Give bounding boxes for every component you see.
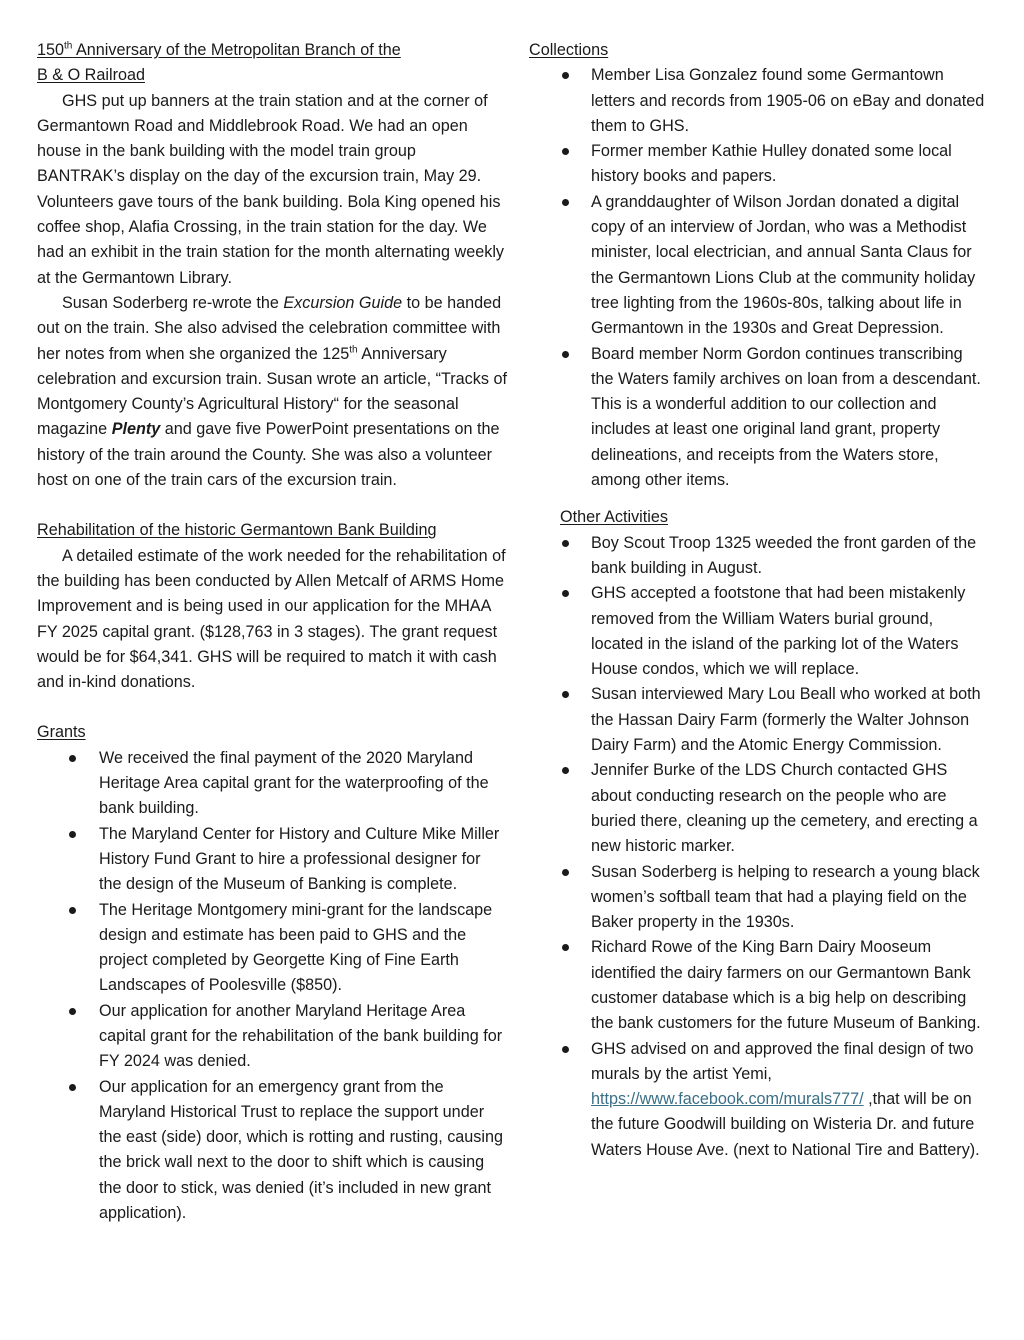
anniversary-section (37, 38, 507, 493)
bullet-icon (562, 540, 569, 547)
rehabilitation-paragraph: A detailed estimate of the work needed for the rehabilitation of the building has been conducted by Allen Metcalf of ARMS Home Improvement and is being used in our application for the MHAA FY 2025 capital grant. ($128,763 in 3 stages). The grant request would be for $64,341. GHS will be required to match it with cash and in-kind donations. (37, 546, 506, 692)
grants-heading: Grants (37, 723, 86, 742)
collections-list (529, 63, 989, 493)
bullet-icon (562, 148, 569, 155)
murals-facebook-link[interactable]: https://www.facebook.com/murals777/ (591, 1090, 864, 1109)
spacer (37, 493, 507, 518)
list-item-text: The Maryland Center for History and Culture Mike Miller History Fund Grant to hire a professional designer for the design of the Museum of Banking is complete. (99, 824, 500, 894)
rehabilitation-section (37, 518, 507, 695)
anniversary-paragraph-1: GHS put up banners at the train station and at the corner of Germantown Road and Middlebrook Road. We had an open house in the bank building with the model train group BANTRAK’s display on the day of the excursion train, May 29. Volunteers gave tours of the bank building. Bola King opened his coffee shop, Alafia Crossing, in the train station for the day. We had an exhibit in the train station for the month alternating weekly at the Germantown Library. (37, 91, 505, 287)
list-item (37, 898, 507, 999)
collections-heading: Collections (529, 41, 609, 59)
list-item (529, 531, 989, 582)
text-run: to be handed out on the train. She also advised the celebration committee with her notes from when she organized the (37, 293, 502, 363)
list-item (529, 682, 989, 758)
text-run: Anniversary celebration and excursion train. Susan wrote an article, “Tracks of Montgomery County’s Agricultural History“ for the seasonal magazine (37, 344, 507, 439)
list-item-text: Former member Kathie Hulley donated some local history books and papers. (591, 142, 952, 186)
list-item (529, 581, 989, 682)
list-item (37, 746, 507, 822)
list-item (529, 63, 989, 139)
list-item-text: Board member Norm Gordon continues transcribing the Waters family archives on loan from a descendant. This is a wonderful addition to our collection and includes at least one original land grant, property delineations, and receipts from the Waters store, among other items. (591, 344, 981, 490)
bullet-icon (562, 590, 569, 597)
rehabilitation-heading: Rehabilitation of the historic Germantown Bank Building (37, 521, 437, 540)
bullet-icon (562, 691, 569, 698)
list-item (529, 935, 989, 1036)
text-run: Susan Soderberg re-wrote the (62, 293, 284, 312)
list-item-text: GHS accepted a footstone that had been mistakenly removed from the William Waters burial ground, located in the island of the parking lot of the Waters House condos, which we will replace. (591, 584, 966, 679)
list-item (529, 342, 989, 494)
right-column (529, 38, 989, 1163)
bullet-icon (69, 907, 76, 914)
heading-line2: B & O Railroad (37, 66, 145, 85)
superscript: th (349, 344, 358, 356)
bullet-icon (562, 199, 569, 206)
bullet-icon (69, 1084, 76, 1091)
list-item (529, 190, 989, 342)
list-item-text: Susan Soderberg is helping to research a young black women’s softball team that had a playing field on the Baker property in the 1930s. (591, 862, 980, 932)
list-item-text: Our application for an emergency grant from the Maryland Historical Trust to replace the support under the east (side) door, which is rotting and rusting, causing the brick wall next to the door to shift which is causing the door to stick, was denied (it’s included in new grant application). (99, 1077, 504, 1223)
bullet-icon (69, 755, 76, 762)
list-item-text: Boy Scout Troop 1325 weeded the front garden of the bank building in August. (591, 533, 977, 577)
bullet-icon (562, 72, 569, 79)
plenty-magazine-title: Plenty (111, 420, 161, 439)
bullet-icon (562, 1046, 569, 1053)
grants-section (37, 720, 507, 1226)
text-run: and gave five PowerPoint presentations on the history of the train around the County. She was also a volunteer host on one of the train cars of the excursion train. (37, 420, 500, 490)
list-item-text: The Heritage Montgomery mini-grant for the landscape design and estimate has been paid to GHS and the project completed by Georgette King of Fine Earth Landscapes of Poolesville ($850). (99, 900, 493, 995)
spacer (37, 695, 507, 720)
excursion-guide-title: Excursion Guide (283, 293, 403, 312)
other-activities-list (529, 531, 989, 1163)
bullet-icon (562, 351, 569, 358)
anniversary-paragraph-2 (37, 291, 507, 493)
grants-list (37, 746, 507, 1227)
list-item (37, 999, 507, 1075)
list-item-text: Richard Rowe of the King Barn Dairy Mooseum identified the dairy farmers on our Germantown Bank customer database which is a big help on describing the bank customers for the future Museum of Banking. (591, 938, 981, 1033)
list-item (37, 1075, 507, 1227)
left-column (37, 38, 507, 1226)
heading-superscript: th (64, 40, 73, 52)
bullet-icon (69, 1008, 76, 1015)
list-item (37, 822, 507, 898)
anniversary-heading (37, 38, 507, 89)
collections-section (529, 38, 989, 493)
other-activities-heading: Other Activities (560, 508, 668, 527)
bullet-icon (69, 831, 76, 838)
list-item-text: Susan interviewed Mary Lou Beall who worked at both the Hassan Dairy Farm (formerly the Walter Johnson Dairy Farm) and the Atomic Energy Commission. (591, 685, 981, 755)
list-item (529, 758, 989, 859)
list-item-text: Our application for another Maryland Heritage Area capital grant for the rehabilitation of the bank building for FY 2024 was denied. (99, 1001, 503, 1071)
bullet-icon (562, 869, 569, 876)
heading-text: Anniversary of the Metropolitan Branch of the (72, 41, 401, 59)
list-item-text: Member Lisa Gonzalez found some Germantown letters and records from 1905-06 on eBay and donated them to GHS. (591, 66, 985, 135)
bullet-icon (562, 767, 569, 774)
list-item-text: Jennifer Burke of the LDS Church contacted GHS about conducting research on the people who are buried there, cleaning up the cemetery, and erecting a new historic marker. (591, 761, 978, 856)
list-item-text: ,that will be on the future Goodwill building on Wisteria Dr. and future Waters House Ave. (next to National Tire and Battery). (591, 1090, 980, 1159)
list-item-text: A granddaughter of Wilson Jordan donated a digital copy of an interview of Jordan, who was a Methodist minister, local electrician, and annual Santa Claus for the Germantown Lions Club at the community holiday tree lighting from the 1960s-80s, talking about life in Germantown in the 1930s and Great Depression. (591, 192, 976, 338)
other-activities-section (529, 505, 989, 1163)
bullet-icon (562, 944, 569, 951)
list-item-text: GHS advised on and approved the final design of two murals by the artist Yemi, (591, 1039, 974, 1083)
text-run: 125 (322, 344, 350, 363)
list-item (529, 860, 989, 936)
list-item-text: We received the final payment of the 2020 Maryland Heritage Area capital grant for the waterproofing of the bank building. (99, 748, 489, 818)
heading-number: 150 (37, 41, 65, 59)
list-item (529, 1037, 989, 1163)
list-item (529, 139, 989, 190)
